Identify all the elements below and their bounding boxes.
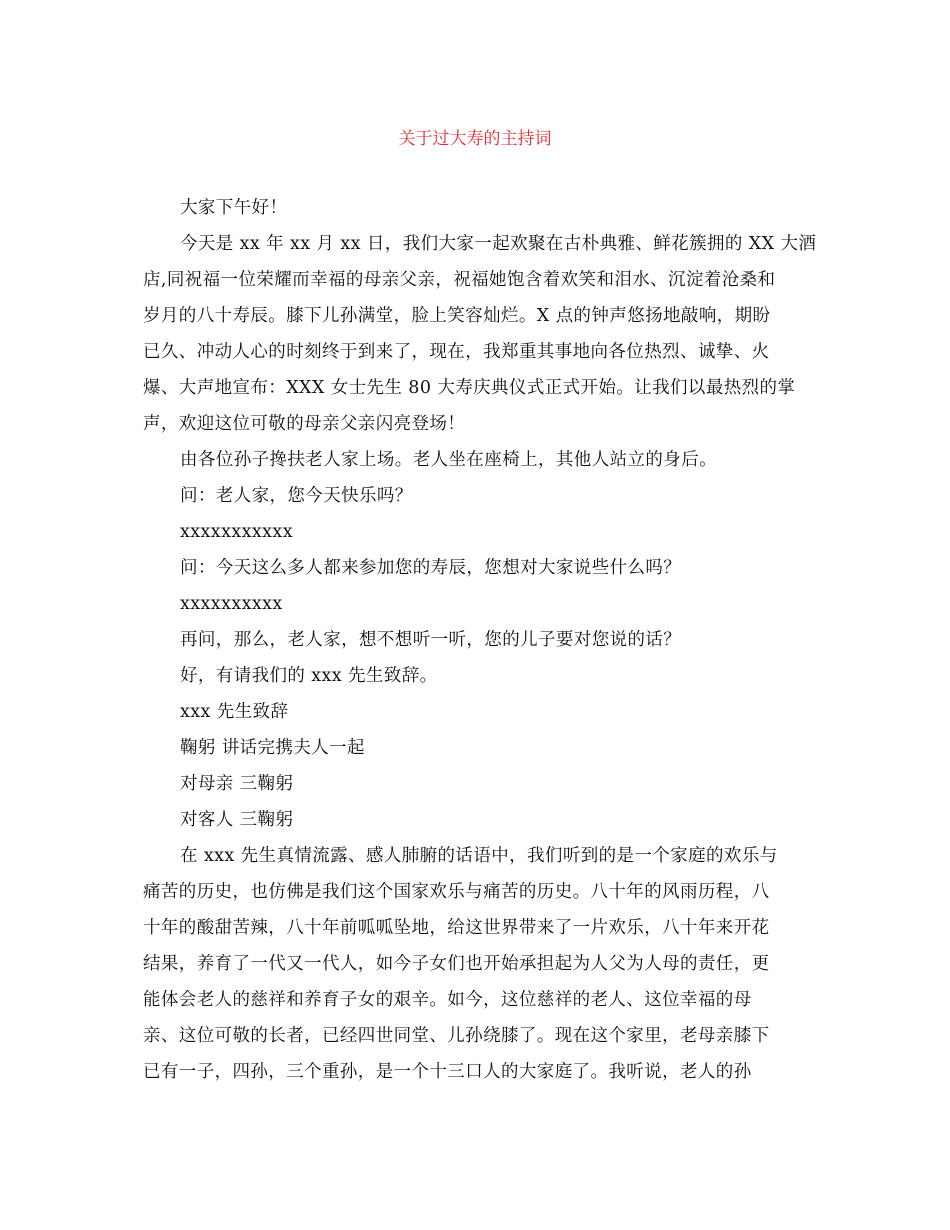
text-line: 结果，养育了一代又一代人，如今子女们也开始承担起为人父为人母的责任，更 — [143, 954, 770, 974]
text-line: 店,同祝福一位荣耀而幸福的母亲父亲，祝福她饱含着欢笑和泪水、沉淀着沧桑和 — [143, 270, 776, 290]
text-line: 痛苦的历史，也仿佛是我们这个国家欢乐与痛苦的历史。八十年的风雨历程，八 — [143, 882, 770, 902]
text-line: xxxxxxxxxxx — [180, 522, 293, 542]
text-line: 声，欢迎这位可敬的母亲父亲闪亮登场！ — [143, 414, 466, 434]
text-line: 好，有请我们的 xxx 先生致辞。 — [180, 666, 438, 686]
text-line: 问：老人家，您今天快乐吗？ — [180, 486, 413, 506]
text-line: 爆、大声地宣布：XXX 女士先生 80 大寿庆典仪式正式开始。让我们以最热烈的掌 — [143, 378, 796, 398]
text-line: 对客人 三鞠躬 — [180, 810, 294, 830]
text-line: 大家下午好！ — [180, 198, 288, 218]
text-line: xxxxxxxxxx — [180, 594, 283, 614]
text-line: 亲、这位可敬的长者，已经四世同堂、儿孙绕膝了。现在这个家里，老母亲膝下 — [143, 1026, 770, 1046]
document-title: 关于过大寿的主持词 — [398, 129, 552, 149]
text-line: 已久、冲动人心的时刻终于到来了，现在，我郑重其事地向各位热烈、诚挚、火 — [143, 342, 770, 362]
document-body — [143, 196, 817, 1096]
text-line: 由各位孙子搀扶老人家上场。老人坐在座椅上，其他人站立的身后。 — [180, 450, 717, 470]
text-line: 岁月的八十寿辰。膝下儿孙满堂，脸上笑容灿烂。X 点的钟声悠扬地敲响，期盼 — [143, 306, 771, 326]
text-line: 对母亲 三鞠躬 — [180, 774, 294, 794]
text-line: 问：今天这么多人都来参加您的寿辰，您想对大家说些什么吗？ — [180, 558, 682, 578]
text-line: 今天是 xx 年 xx 月 xx 日，我们大家一起欢聚在古朴典雅、鲜花簇拥的 XX 大酒 — [180, 234, 817, 254]
text-line: 能体会老人的慈祥和养育子女的艰辛。如今，这位慈祥的老人、这位幸福的母 — [143, 990, 752, 1010]
text-line: xxx 先生致辞 — [180, 702, 289, 722]
text-line: 在 xxx 先生真情流露、感人肺腑的话语中，我们听到的是一个家庭的欢乐与 — [180, 846, 778, 866]
text-line: 已有一子，四孙，三个重孙，是一个十三口人的大家庭了。我听说，老人的孙 — [143, 1062, 752, 1082]
text-line: 再问，那么，老人家，想不想听一听，您的儿子要对您说的话？ — [180, 630, 682, 650]
text-line: 十年的酸甜苦辣，八十年前呱呱坠地，给这世界带来了一片欢乐，八十年来开花 — [143, 918, 770, 938]
text-line: 鞠躬 讲话完携夫人一起 — [180, 738, 365, 758]
